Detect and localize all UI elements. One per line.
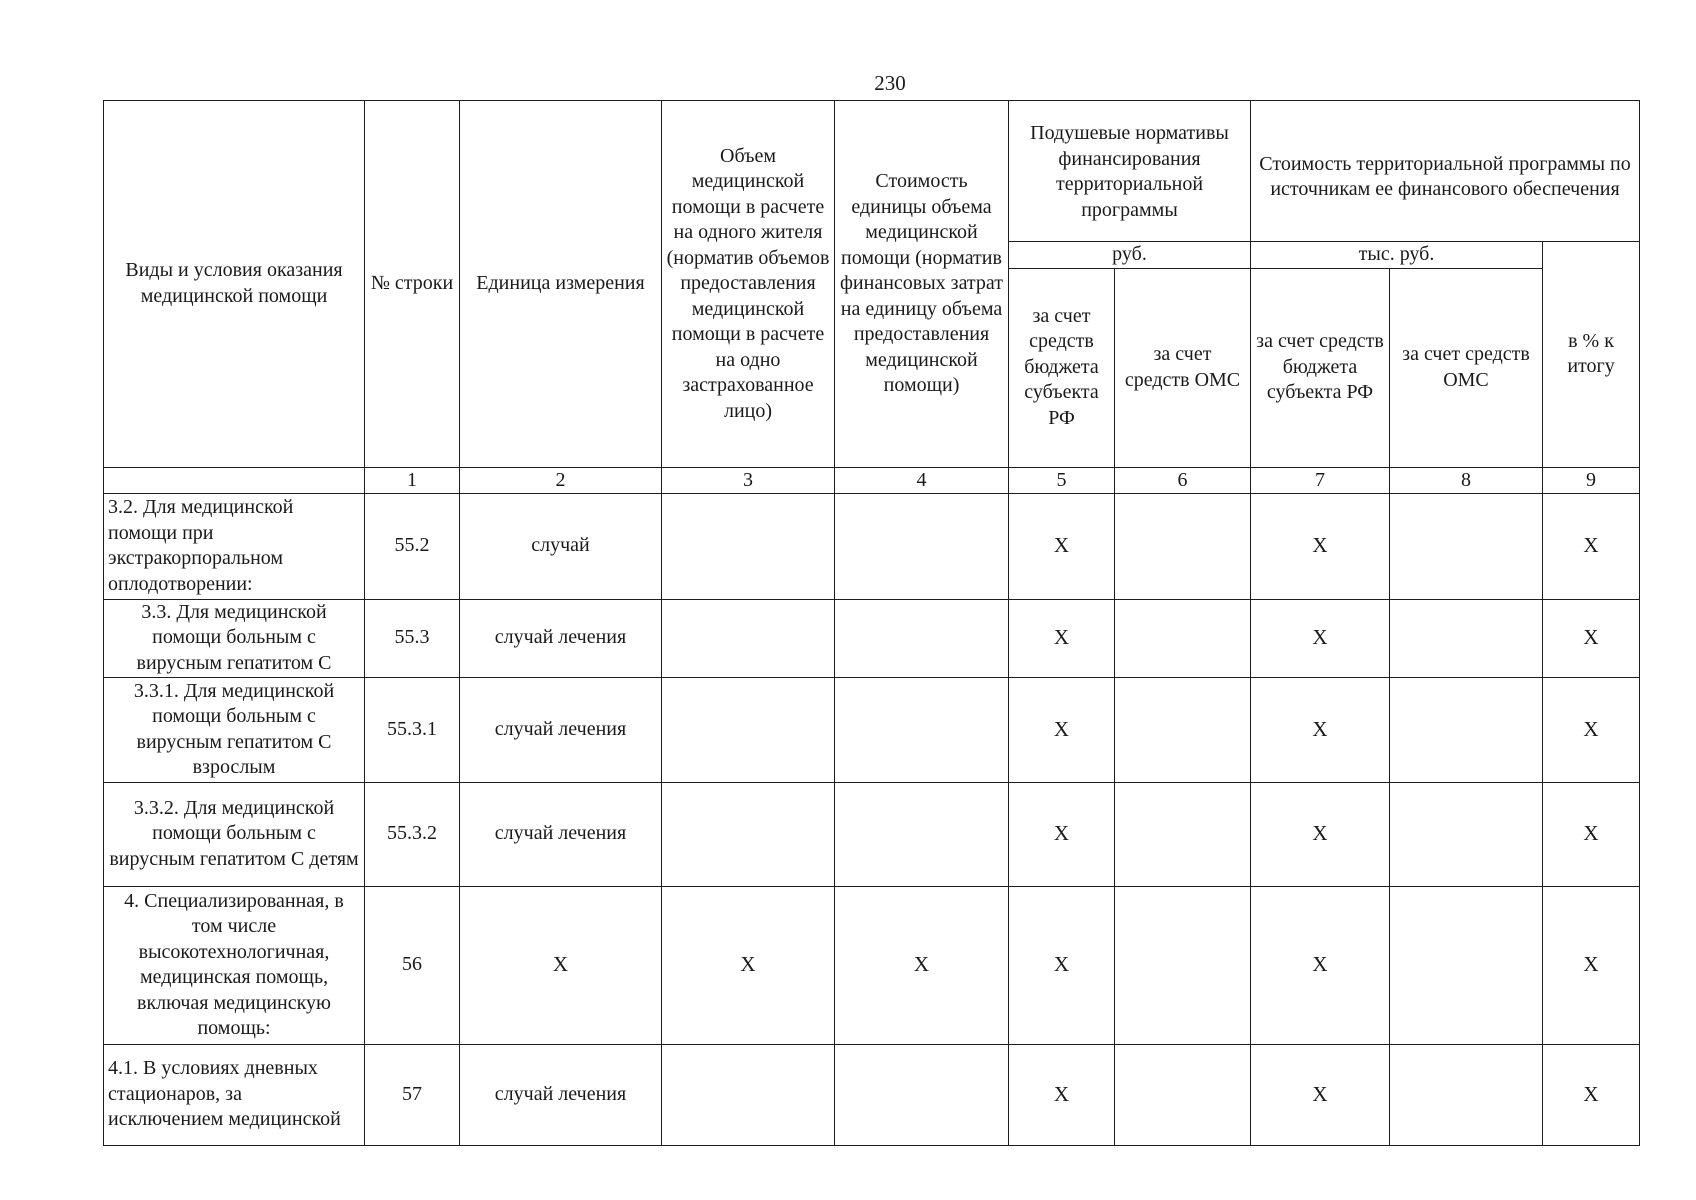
- row-unit: случай лечения: [460, 782, 662, 886]
- cell-oms-rub: [1115, 599, 1251, 677]
- cell-budget-rub: Х: [1009, 677, 1115, 782]
- row-unit: случай лечения: [460, 677, 662, 782]
- cell-budget-thousand: Х: [1251, 599, 1390, 677]
- cell-budget-thousand: Х: [1251, 886, 1390, 1044]
- row-number: 55.2: [365, 493, 460, 599]
- column-number: 4: [835, 467, 1009, 493]
- page-number: 230: [874, 71, 906, 95]
- column-number: 3: [662, 467, 835, 493]
- row-name: 4.1. В условиях дневных стационаров, за исключением медицинской: [104, 1044, 365, 1145]
- cell-oms-thousand: [1390, 886, 1543, 1044]
- cell-percent: Х: [1543, 782, 1640, 886]
- header-program-cost: Стоимость территориальной программы по источникам ее финансового обеспечения: [1251, 101, 1640, 242]
- header-volume: Объем медицинской помощи в расчете на одного жителя (норматив объемов предоставления медицинской помощи в расчете на одно застрахованное лицо): [662, 101, 835, 468]
- header-unit-thousand-rub: тыс. руб.: [1251, 242, 1543, 269]
- cell-cost: [835, 1044, 1009, 1145]
- cell-volume: [662, 782, 835, 886]
- table-row: [104, 782, 1640, 886]
- row-name: 3.3. Для медицинской помощи больным с вирусным гепатитом С: [104, 599, 365, 677]
- header-kind: Виды и условия оказания медицинской помощи: [104, 101, 365, 468]
- cell-budget-thousand: Х: [1251, 677, 1390, 782]
- column-number: 9: [1543, 467, 1640, 493]
- header-unit: Единица измерения: [460, 101, 662, 468]
- row-number: 55.3: [365, 599, 460, 677]
- row-name: 3.3.1. Для медицинской помощи больным с вирусным гепатитом С взрослым: [104, 677, 365, 782]
- cell-percent: Х: [1543, 886, 1640, 1044]
- header-oms-source-thousand: за счет средств ОМС: [1390, 268, 1543, 467]
- column-number: 5: [1009, 467, 1115, 493]
- table-row: [104, 677, 1640, 782]
- column-number: 1: [365, 467, 460, 493]
- cell-oms-thousand: [1390, 599, 1543, 677]
- cell-oms-thousand: [1390, 782, 1543, 886]
- cell-oms-rub: [1115, 677, 1251, 782]
- cell-cost: [835, 599, 1009, 677]
- header-unit-rub: руб.: [1009, 242, 1251, 269]
- row-number: 55.3.2: [365, 782, 460, 886]
- cell-cost: [835, 677, 1009, 782]
- column-number: 6: [1115, 467, 1251, 493]
- cell-oms-thousand: [1390, 493, 1543, 599]
- row-number: 57: [365, 1044, 460, 1145]
- header-budget-source: за счет средств бюджета субъекта РФ: [1009, 268, 1115, 467]
- cell-oms-rub: [1115, 886, 1251, 1044]
- header-cost: Стоимость единицы объема медицинской помощи (норматив финансовых затрат на единицу объема предоставления медицинской помощи): [835, 101, 1009, 468]
- header-row-1: [104, 101, 1640, 242]
- row-name: 3.3.2. Для медицинской помощи больным с вирусным гепатитом С детям: [104, 782, 365, 886]
- row-name: 4. Специализированная, в том числе высокотехнологичная, медицинская помощь, включая медицинскую помощь:: [104, 886, 365, 1044]
- table-row: [104, 1044, 1640, 1145]
- header-per-capita: Подушевые нормативы финансирования территориальной программы: [1009, 101, 1251, 242]
- cell-budget-rub: Х: [1009, 782, 1115, 886]
- cell-percent: Х: [1543, 677, 1640, 782]
- cell-budget-rub: Х: [1009, 599, 1115, 677]
- cell-budget-thousand: Х: [1251, 1044, 1390, 1145]
- header-percent: в % к итогу: [1543, 242, 1640, 468]
- row-unit: случай лечения: [460, 1044, 662, 1145]
- cell-percent: Х: [1543, 1044, 1640, 1145]
- cell-budget-thousand: Х: [1251, 782, 1390, 886]
- cell-percent: Х: [1543, 493, 1640, 599]
- table-row: [104, 599, 1640, 677]
- row-name: 3.2. Для медицинской помощи при экстракорпоральном оплодотворении:: [104, 493, 365, 599]
- table-row: [104, 493, 1640, 599]
- cell-oms-rub: [1115, 1044, 1251, 1145]
- row-number: 56: [365, 886, 460, 1044]
- header-row-no: № строки: [365, 101, 460, 468]
- cell-volume: [662, 677, 835, 782]
- cell-oms-thousand: [1390, 1044, 1543, 1145]
- financing-table: [103, 100, 1640, 1146]
- column-number: [104, 467, 365, 493]
- cell-budget-rub: Х: [1009, 1044, 1115, 1145]
- cell-volume: [662, 599, 835, 677]
- column-number: 2: [460, 467, 662, 493]
- cell-budget-thousand: Х: [1251, 493, 1390, 599]
- header-budget-source-thousand: за счет средств бюджета субъекта РФ: [1251, 268, 1390, 467]
- cell-budget-rub: Х: [1009, 493, 1115, 599]
- row-unit: Х: [460, 886, 662, 1044]
- cell-volume: Х: [662, 886, 835, 1044]
- cell-cost: Х: [835, 886, 1009, 1044]
- cell-budget-rub: Х: [1009, 886, 1115, 1044]
- column-numbers-row: [104, 467, 1640, 493]
- cell-cost: [835, 782, 1009, 886]
- header-oms-source: за счет средств ОМС: [1115, 268, 1251, 467]
- row-unit: случай: [460, 493, 662, 599]
- cell-oms-rub: [1115, 493, 1251, 599]
- column-number: 8: [1390, 467, 1543, 493]
- row-unit: случай лечения: [460, 599, 662, 677]
- column-number: 7: [1251, 467, 1390, 493]
- cell-oms-thousand: [1390, 677, 1543, 782]
- cell-percent: Х: [1543, 599, 1640, 677]
- cell-cost: [835, 493, 1009, 599]
- table-row: [104, 886, 1640, 1044]
- cell-volume: [662, 1044, 835, 1145]
- cell-volume: [662, 493, 835, 599]
- row-number: 55.3.1: [365, 677, 460, 782]
- cell-oms-rub: [1115, 782, 1251, 886]
